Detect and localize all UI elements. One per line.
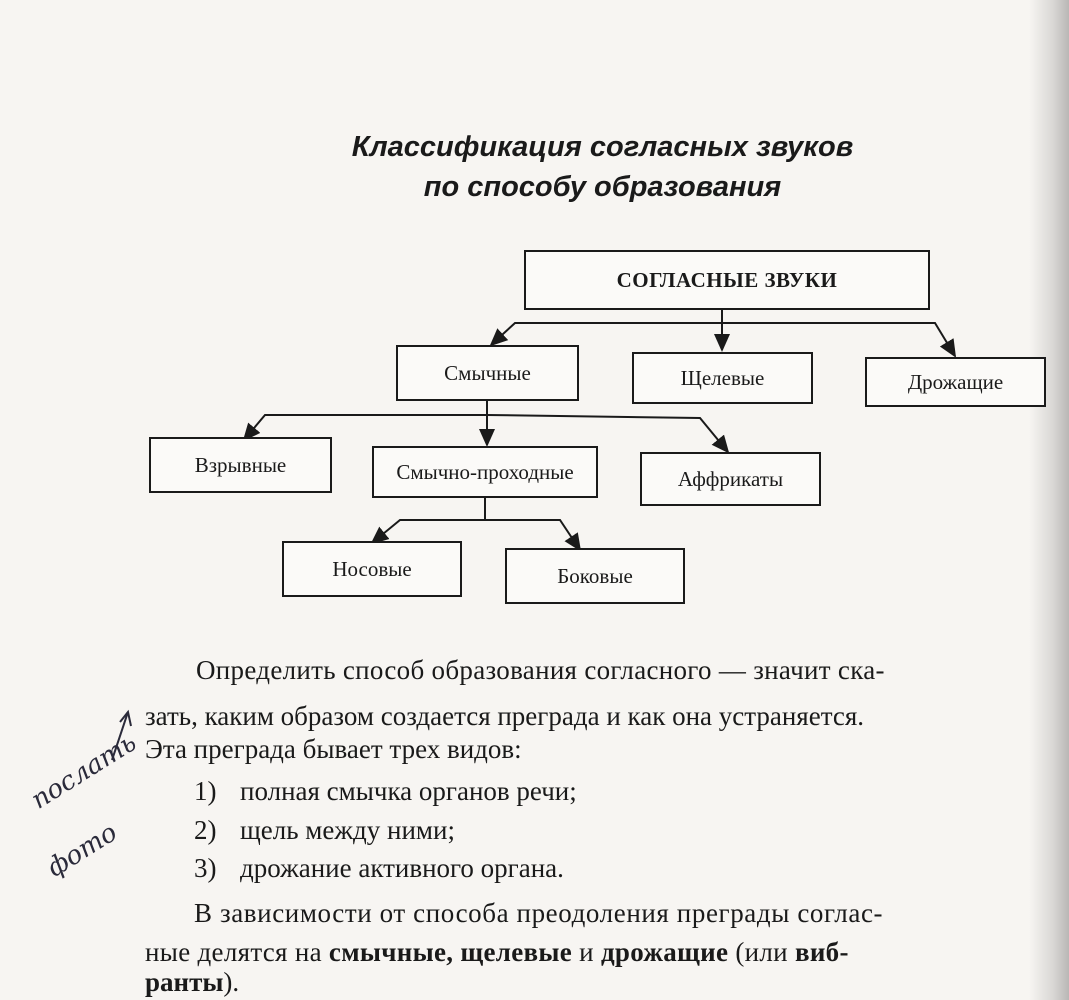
bold-term: ранты <box>145 967 224 997</box>
arrow-root-to-stop <box>491 323 722 345</box>
list-item-3 <box>194 852 564 884</box>
text-run: ). <box>223 967 240 997</box>
bold-term: виб- <box>794 937 849 967</box>
node-affricate: Аффрикаты <box>640 452 821 506</box>
diagram-title-line2: по способу образования <box>423 171 782 203</box>
list-number: 2) <box>194 815 217 845</box>
node-lateral: Боковые <box>505 548 685 604</box>
text-run: (или <box>728 937 795 967</box>
list-item-2 <box>194 814 455 846</box>
diagram-title-line1: Классификация согласных звуков <box>351 131 854 163</box>
text-run: и <box>572 937 601 967</box>
handwritten-note-line2: фото <box>42 817 123 884</box>
node-nasal-lateral-stop: Смычно-проходные <box>372 446 598 498</box>
list-text: полная смычка органов речи; <box>240 776 577 806</box>
list-text: щель между ними; <box>240 815 455 845</box>
handwritten-note-line1: послать <box>26 727 142 816</box>
arrow-to-nasal <box>372 520 485 543</box>
node-plosive: Взрывные <box>149 437 332 493</box>
paragraph2-line3 <box>145 966 239 998</box>
node-trill: Дрожащие <box>865 357 1046 407</box>
bold-term: дрожащие <box>600 937 729 967</box>
node-stop: Смычные <box>396 345 579 401</box>
bold-term: смычные, щелевые <box>328 937 573 967</box>
node-nasal: Носовые <box>282 541 462 597</box>
paragraph2-line1: В зависимости от способа преодоления преграды соглас- <box>194 898 884 928</box>
list-number: 1) <box>194 776 217 806</box>
paragraph1-line1: Определить способ образования согласного — значит ска- <box>196 655 885 685</box>
paragraph1-line2: зать, каким образом создается преграда и как она устраняется. <box>145 701 864 731</box>
node-fricative: Щелевые <box>632 352 813 404</box>
text-run: ные делятся на <box>145 937 329 967</box>
node-consonants: СОГЛАСНЫЕ ЗВУКИ <box>524 250 930 310</box>
paragraph1-line3: Эта преграда бывает трех видов: <box>145 734 522 764</box>
paragraph2-line2 <box>145 936 849 968</box>
arrow-to-lateral <box>485 520 580 550</box>
list-item-1 <box>194 775 577 807</box>
list-text: дрожание активного органа. <box>240 853 564 883</box>
list-number: 3) <box>194 853 217 883</box>
